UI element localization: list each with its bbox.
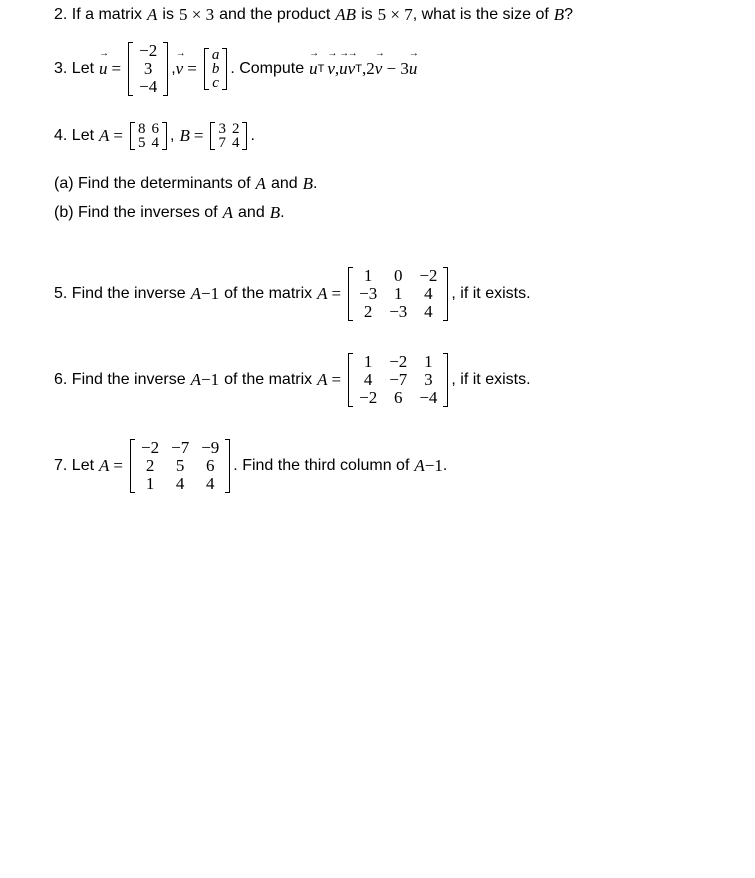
problem-7: 7. Let A = −2 −7 −9 2 5 6 1 4 4 . Find the third column of A −1 . xyxy=(54,438,448,493)
p4-B-matrix xyxy=(210,122,247,150)
p3-compute: . Compute xyxy=(230,60,305,77)
matrix-cell: 2 xyxy=(231,121,240,137)
p5-matrix xyxy=(348,267,448,321)
matrix-cell: 1 xyxy=(363,352,373,371)
matrix-cell: 4 xyxy=(151,135,160,151)
p4a-and: and xyxy=(270,175,298,192)
p2-text: 2. If a matrix xyxy=(54,6,143,23)
p7-eq: = xyxy=(113,456,124,475)
p3-expr-u3: → u xyxy=(409,59,418,79)
p6-matrix xyxy=(348,353,448,407)
matrix-cell: −2 xyxy=(419,266,438,285)
matrix-cell: 1 xyxy=(145,474,155,493)
p4b-and: and xyxy=(238,204,265,221)
p5-tail: , if it exists. xyxy=(451,285,531,302)
p3-eq: = xyxy=(111,59,122,78)
problem-4a xyxy=(54,174,317,194)
p5-of: of the matrix xyxy=(224,285,313,302)
p4b-text: (b) Find the inverses of xyxy=(54,204,218,221)
p3-expr-comma1: , xyxy=(334,59,340,78)
p6-text: 6. Find the inverse xyxy=(54,371,186,388)
p4-comma: , xyxy=(170,127,175,144)
p4-dot: . xyxy=(250,127,255,144)
matrix-cell: 4 xyxy=(424,284,433,303)
p2-A: A xyxy=(147,5,158,24)
p4b-B: B xyxy=(269,203,281,222)
matrix-cell: a xyxy=(211,47,220,63)
p4b-dot: . xyxy=(280,204,285,221)
p4-eq: = xyxy=(113,126,124,145)
p4-text: 4. Let xyxy=(54,127,95,144)
problem-4b xyxy=(54,203,285,223)
p4-A: A xyxy=(99,126,110,145)
p2-tail: , what is the size of xyxy=(412,6,549,23)
p3-expr-v: → v xyxy=(327,59,335,79)
matrix-cell: c xyxy=(212,75,219,91)
matrix-cell: 5 xyxy=(175,456,185,475)
matrix-cell: 1 xyxy=(394,284,403,303)
p5-text: 5. Find the inverse xyxy=(54,285,186,302)
problem-6: 6. Find the inverse A −1 of the matrix A = 1 −2 1 4 −7 3 −2 6 −4 , if it exists. xyxy=(54,352,531,407)
p3-u-matrix xyxy=(128,42,168,96)
p7-A: A xyxy=(99,456,110,475)
p2-dims2: 5 × 7 xyxy=(377,5,413,24)
p2-dims: 5 × 3 xyxy=(178,5,215,24)
problem-5: 5. Find the inverse A −1 of the matrix A = 1 0 −2 −3 1 4 2 −3 4 , if it exists. xyxy=(54,266,531,321)
matrix-cell: 0 xyxy=(394,266,403,285)
p4a-dot: . xyxy=(313,175,318,192)
p7-text: 7. Let xyxy=(54,457,95,474)
matrix-cell: 2 xyxy=(363,302,373,321)
p6-of: of the matrix xyxy=(224,371,313,388)
p4a-text: (a) Find the determinants of xyxy=(54,175,251,192)
p2-B: B xyxy=(553,5,565,24)
p3-expr-comma2: , xyxy=(361,59,367,78)
p2-AB: AB xyxy=(335,5,357,24)
p3-expr-two: 2 xyxy=(366,59,375,78)
p3-eq2: = xyxy=(187,59,197,78)
p3-expr-minus: − 3 xyxy=(382,59,409,78)
matrix-cell: −2 xyxy=(389,352,408,371)
matrix-cell: 6 xyxy=(394,388,403,407)
p3-expr-u2: → u xyxy=(339,59,348,79)
p3-v-matrix xyxy=(204,48,228,90)
matrix-cell: −2 xyxy=(139,41,158,60)
p3-u-vector: → u xyxy=(99,59,108,79)
matrix-cell: −2 xyxy=(359,388,378,407)
p2-is2: is xyxy=(361,6,373,23)
matrix-cell: b xyxy=(211,61,220,77)
p7-matrix xyxy=(130,439,230,493)
matrix-cell: 1 xyxy=(424,352,433,371)
matrix-cell: −7 xyxy=(171,438,190,457)
problem-3: 3. Let → u = −2 3 −4 , → v = a b c . Compute → u T → v , → u → v T , 2 → v − 3 → u xyxy=(54,42,417,96)
p3-comma: , xyxy=(171,60,176,77)
problem-4 xyxy=(54,122,255,150)
p3-text: 3. Let xyxy=(54,60,95,77)
p5-Ainv: A xyxy=(190,284,202,303)
p4b-A: A xyxy=(222,203,234,222)
p7-dot: . xyxy=(442,457,448,474)
matrix-cell: 4 xyxy=(206,474,215,493)
matrix-cell: 3 xyxy=(143,59,153,78)
matrix-cell: 4 xyxy=(363,370,373,389)
matrix-cell: 6 xyxy=(206,456,215,475)
p3-expr-v3: → v xyxy=(375,59,383,79)
matrix-cell: 4 xyxy=(424,302,433,321)
p4a-A: A xyxy=(255,174,266,193)
matrix-cell: 4 xyxy=(231,135,240,151)
p6-A: A xyxy=(317,370,328,389)
p4-eq2: = xyxy=(193,126,204,145)
p4-B: B xyxy=(179,126,190,145)
p5-A: A xyxy=(317,284,328,303)
matrix-cell: −3 xyxy=(389,302,408,321)
matrix-cell: −3 xyxy=(359,284,378,303)
p7-Ainv: A xyxy=(414,456,425,475)
matrix-cell: 3 xyxy=(424,370,433,389)
p2-q: ? xyxy=(564,6,574,23)
p4a-B: B xyxy=(302,174,314,193)
p2-is: is xyxy=(162,6,174,23)
p7-tail: . Find the third column of xyxy=(233,457,410,474)
p6-eq: = xyxy=(331,370,342,389)
p2-and: and the product xyxy=(219,6,331,23)
p3-v-vector: → v xyxy=(176,59,184,79)
p3-expr-u: → u xyxy=(309,59,318,79)
matrix-cell: 7 xyxy=(218,135,226,151)
p6-tail: , if it exists. xyxy=(451,371,531,388)
p3-expr-v2: → v xyxy=(348,59,356,79)
p6-Ainv: A xyxy=(190,370,202,389)
matrix-cell: 6 xyxy=(151,121,160,137)
problem-2 xyxy=(54,5,573,25)
matrix-cell: 5 xyxy=(138,135,146,151)
matrix-cell: −7 xyxy=(389,370,408,389)
matrix-cell: 1 xyxy=(363,266,373,285)
matrix-cell: −2 xyxy=(141,438,160,457)
matrix-cell: 8 xyxy=(138,121,146,137)
matrix-cell: 2 xyxy=(145,456,155,475)
matrix-cell: 3 xyxy=(218,121,226,137)
p5-eq: = xyxy=(331,284,342,303)
matrix-cell: −4 xyxy=(419,388,438,407)
matrix-cell: 4 xyxy=(175,474,185,493)
matrix-cell: −9 xyxy=(201,438,220,457)
p4-A-matrix xyxy=(130,122,167,150)
matrix-cell: −4 xyxy=(139,77,158,96)
